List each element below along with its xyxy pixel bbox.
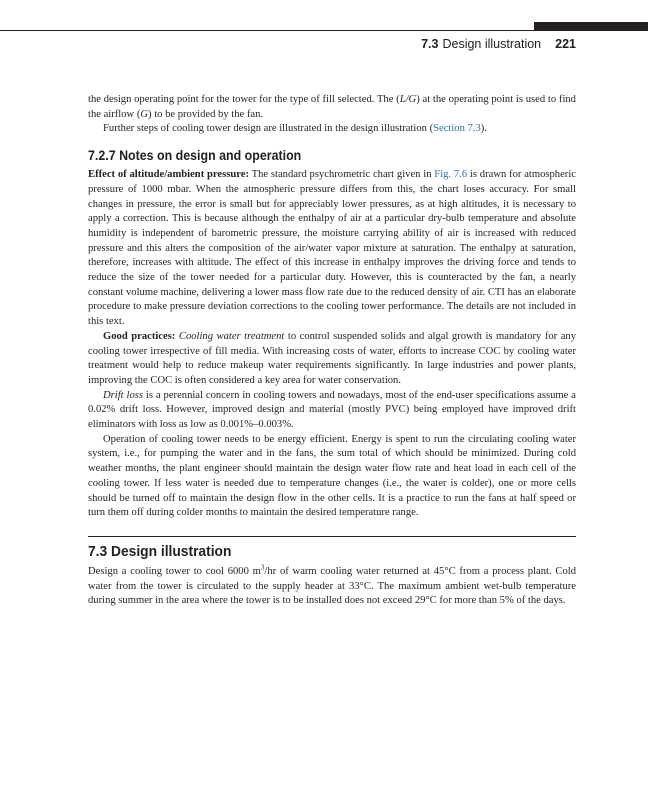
- lg-ratio-symbol: L/G: [399, 94, 417, 105]
- intro-text-part: the design operating point for the tower for the type of fill selected. The (: [88, 94, 400, 105]
- design-illustration-heading: 7.3 Design illustration: [88, 542, 232, 560]
- altitude-paragraph: [88, 168, 576, 330]
- running-header: [0, 37, 576, 51]
- fig-7-6-link[interactable]: Fig. 7.6: [434, 169, 468, 181]
- drift-loss-text: is a perennial concern in cooling towers and nowadays, most of the end-user specifications assume a 0.02% drift loss. However, improved design and material (mostly PVC) being employed have improved drift eliminators with loss as low as 0.001%–0.003%.: [88, 389, 576, 431]
- intro-paragraph-2: [88, 122, 576, 137]
- good-practices-text: to control suspended solids and algal growth is mandatory for any cooling tower irrespective of fill media. With increasing costs of water, efforts to increase COC by cooling water treatment would help to reduce makeup water requirements significantly. In large industries and power plants, improving the COC is often considered a key area for water conservation.: [88, 330, 576, 386]
- notes-heading: 7.2.7 Notes on design and operation: [88, 148, 302, 164]
- intro-text-part: Further steps of cooling tower design are illustrated in the design illustration (: [103, 123, 434, 135]
- section-divider: [88, 536, 576, 537]
- page-body: [88, 93, 576, 609]
- header-section-number: 7.3: [421, 37, 439, 51]
- airflow-symbol: G: [140, 108, 149, 120]
- operation-paragraph: Operation of cooling tower needs to be energy efficient. Energy is spent to run the circulating cooling water system, i.e., for pumping the water and in the fans, the sum total of which should be minimized. During cold weather months, the plant engineer should maintain the design water flow rate and heat load in each cell of the cooling tower. If less water is needed due to temperature changes (i.e., the water is colder), one or more cells should be turned off to maintain the design flow in the other cells. It is a practice to run the fans at half speed or turn them off during colder months to maintain the desired temperature range.: [88, 433, 576, 519]
- section-7-3-link[interactable]: Section 7.3: [433, 123, 481, 135]
- altitude-text: The standard psychrometric chart given in: [249, 169, 435, 181]
- intro-text-part: ).: [480, 123, 487, 135]
- header-section-title: Design illustration: [442, 37, 542, 51]
- cubic-superscript: 3: [260, 563, 265, 572]
- good-practices-paragraph: [88, 330, 576, 389]
- cooling-water-treatment-term: Cooling water treatment: [178, 330, 285, 342]
- header-rule: [0, 30, 648, 31]
- good-practices-label: Good practices:: [103, 330, 176, 342]
- intro-text-part: ) at the operating point is used to find the airflow (: [88, 94, 576, 120]
- altitude-label: Effect of altitude/ambient pressure:: [88, 169, 249, 181]
- intro-text-part: ) to be provided by the fan.: [148, 108, 264, 120]
- intro-paragraph: [88, 93, 576, 122]
- drift-loss-paragraph: [88, 389, 576, 433]
- drift-loss-term: Drift loss: [103, 389, 144, 401]
- altitude-text: is drawn for atmospheric pressure of 1000 mbar. When the atmospheric pressure differs from this, the chart loses accuracy. For small changes in pressure, the error is small but for appreciably lower pressures, as at high altitudes, it is necessary to apply a correction. This is because although the enthalpy of air at a particular dry-bulb temperature and absolute humidity is independent of barometric pressure, the moisture carrying ability of air is increased with reduced pressure and this alters the composition of the air/water vapor mixture at saturation. The enthalpy at saturation, therefore, increases with altitude. The effect of this increase in enthalpy improves the driving force and tends to reduce the size of the tower needed for a particular duty. However, this is counteracted by the fan, a nearly constant volume machine, delivering a lower mass flow rate due to the reduced density of air. CTI has an elaborate procedure to make pressure deviation corrections to the cooling tower performance. The details are not included in this text.: [88, 169, 576, 328]
- page-number: 221: [555, 37, 576, 51]
- illustration-text: /hr of warm cooling water returned at 45°C from a process plant. Cold water from the tower is circulated to the supply header at 33°C. The maximum ambient wet-bulb temperature during summer in the area where the tower is to be installed does not exceed 29°C for more than 5% of the days.: [88, 565, 576, 607]
- illustration-text: Design a cooling tower to cool 6000 m: [88, 565, 261, 577]
- design-illustration-paragraph: [88, 565, 576, 609]
